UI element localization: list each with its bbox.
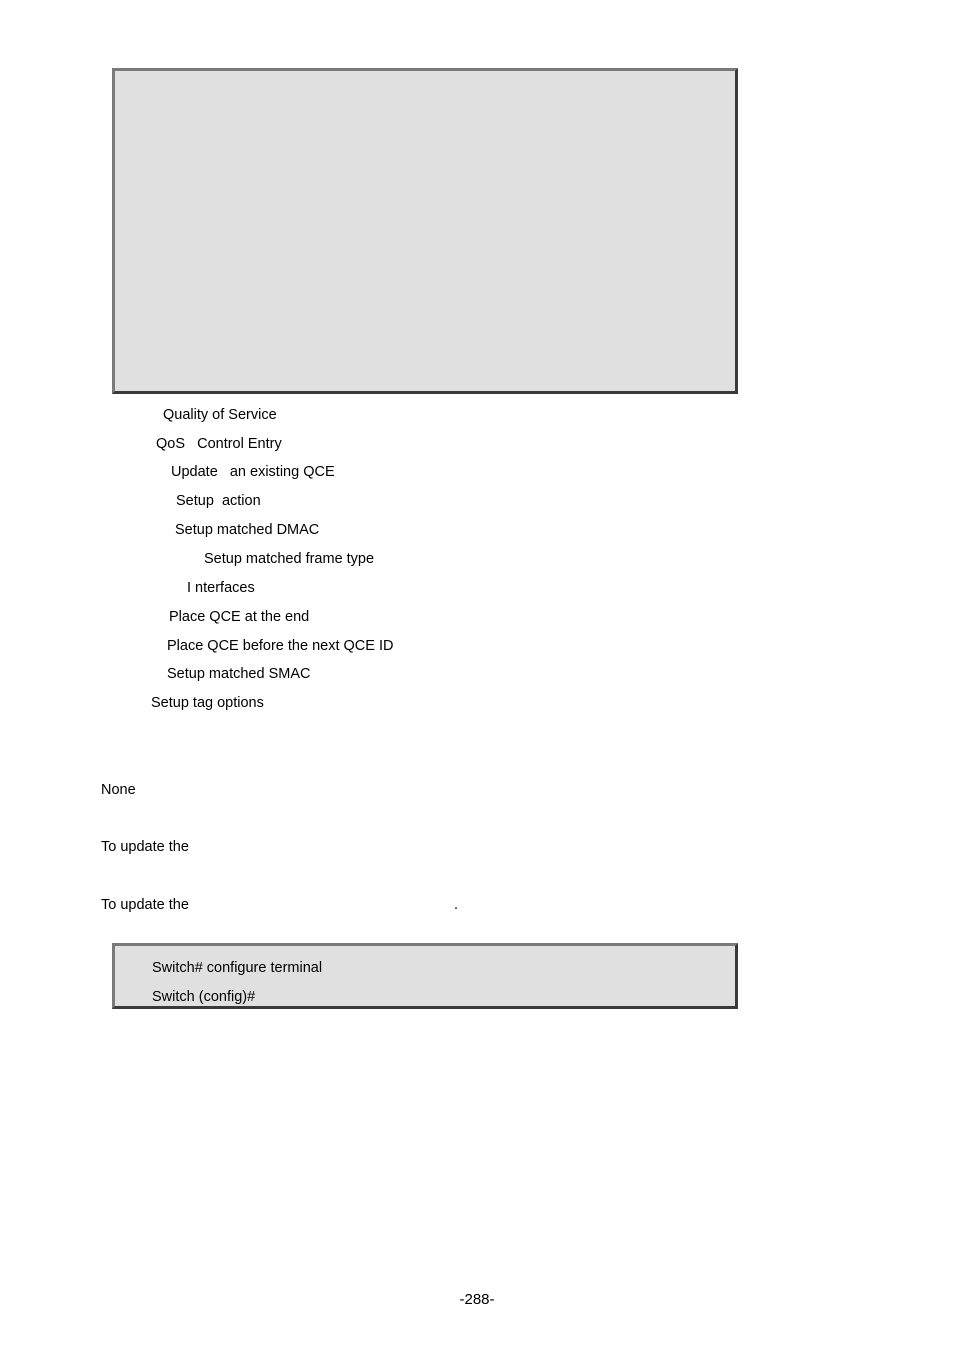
param-dmac-description: Setup matched DMAC [175, 522, 320, 538]
page-number: -288- [459, 1291, 495, 1308]
example-command-line-1: Switch# configure terminal [152, 960, 323, 976]
param-qos-description: Quality of Service [163, 407, 277, 423]
param-end-description: Place QCE at the end [169, 609, 310, 625]
example-command-line-2: Switch (config)# [152, 989, 256, 1005]
param-frame-type-description: Setup matched frame type [204, 551, 375, 567]
usage-guideline-2: To update the [101, 897, 189, 913]
param-qce-description: QoS Control Entry [156, 436, 282, 452]
usage-guideline-1: To update the [101, 839, 189, 855]
param-tag-description: Setup tag options [151, 695, 264, 711]
param-next-description: Place QCE before the next QCE ID [167, 638, 394, 654]
param-smac-description: Setup matched SMAC [167, 666, 311, 682]
command-syntax-box [112, 68, 738, 394]
param-interfaces-description: I nterfaces [187, 580, 255, 596]
example-box [112, 943, 738, 1009]
usage-guideline-2-suffix: . [454, 897, 459, 913]
default-value: None [101, 782, 136, 798]
param-action-description: Setup action [176, 493, 261, 509]
param-update-description: Update an existing QCE [171, 464, 335, 480]
